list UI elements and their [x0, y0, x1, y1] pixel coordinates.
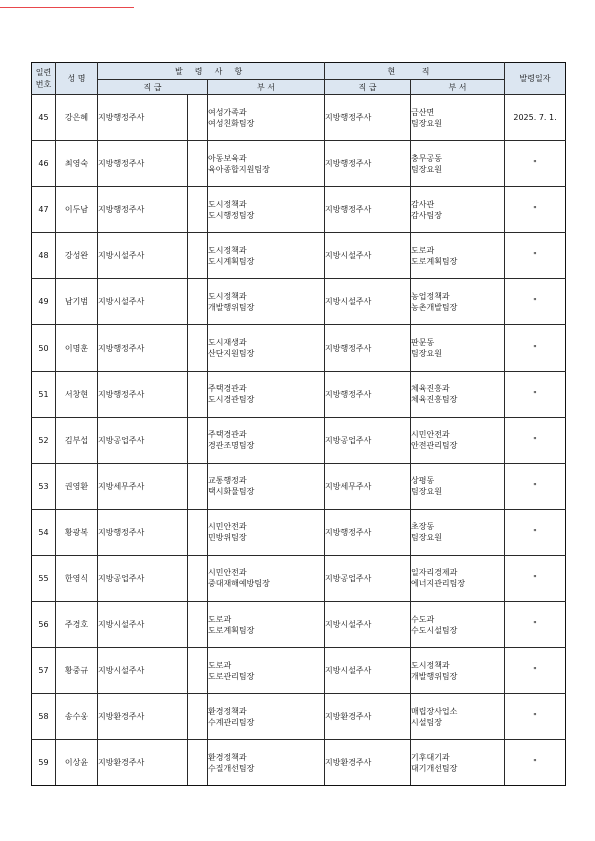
- blank-cell: [188, 555, 208, 601]
- current-rank: 지방환경주사: [325, 694, 411, 740]
- current-rank: 지방시설주사: [325, 602, 411, 648]
- current-dept: [411, 233, 505, 279]
- current-dept-line2: 대기개선팀장: [411, 763, 458, 773]
- blank-cell: [188, 279, 208, 325]
- appointment-date: ": [505, 141, 566, 187]
- new-dept: [208, 555, 325, 601]
- new-rank: 지방행정주사: [98, 509, 188, 555]
- new-dept: [208, 279, 325, 325]
- current-dept-line1: 상평동: [411, 476, 435, 486]
- current-dept-line2: 팀장요원: [411, 118, 442, 128]
- current-dept: [411, 417, 505, 463]
- current-rank: 지방행정주사: [325, 325, 411, 371]
- table-row: [32, 555, 566, 601]
- current-rank: 지방환경주사: [325, 740, 411, 786]
- new-rank: 지방행정주사: [98, 187, 188, 233]
- serial-no: 53: [32, 463, 56, 509]
- person-name: 황광복: [56, 509, 98, 555]
- header-new-rank: 직 급: [98, 80, 208, 95]
- appointment-date: ": [505, 279, 566, 325]
- blank-cell: [188, 740, 208, 786]
- new-rank: 지방공업주사: [98, 555, 188, 601]
- new-dept: [208, 602, 325, 648]
- blank-cell: [188, 95, 208, 141]
- serial-no: 52: [32, 417, 56, 463]
- new-dept-line1: 교통행정과: [208, 476, 247, 486]
- header-row: [32, 63, 566, 80]
- current-rank: 지방행정주사: [325, 187, 411, 233]
- current-dept: [411, 509, 505, 555]
- serial-no: 54: [32, 509, 56, 555]
- table-row: [32, 371, 566, 417]
- current-dept-line2: 시설팀장: [411, 717, 442, 727]
- current-dept-line1: 기후대기과: [411, 752, 450, 762]
- current-dept: [411, 279, 505, 325]
- new-dept: [208, 233, 325, 279]
- current-rank: 지방시설주사: [325, 279, 411, 325]
- new-dept-line2: 중대재해예방팀장: [208, 579, 270, 589]
- current-dept: [411, 325, 505, 371]
- table-row: [32, 602, 566, 648]
- current-rank: 지방공업주사: [325, 417, 411, 463]
- new-dept-line1: 도시재생과: [208, 338, 247, 348]
- new-dept-line1: 아동보육과: [208, 153, 247, 163]
- new-dept-line2: 개발행위팀장: [208, 302, 255, 312]
- appointment-date: ": [505, 417, 566, 463]
- current-dept-line1: 매립장사업소: [411, 706, 458, 716]
- current-dept-line1: 시민안전과: [411, 430, 450, 440]
- top-rule: [0, 7, 134, 8]
- new-dept-line1: 도시정책과: [208, 245, 247, 255]
- current-rank: 지방행정주사: [325, 95, 411, 141]
- new-dept: [208, 463, 325, 509]
- blank-cell: [188, 187, 208, 233]
- table-row: [32, 740, 566, 786]
- current-dept-line2: 체육진흥팀장: [411, 395, 458, 405]
- person-name: 한영식: [56, 555, 98, 601]
- serial-no: 47: [32, 187, 56, 233]
- new-dept-line2: 도시행정팀장: [208, 210, 255, 220]
- current-dept: [411, 694, 505, 740]
- serial-no: 58: [32, 694, 56, 740]
- table-row: [32, 694, 566, 740]
- new-dept-line2: 육아종합지원팀장: [208, 164, 270, 174]
- current-dept-line2: 팀장요원: [411, 164, 442, 174]
- new-rank: 지방행정주사: [98, 325, 188, 371]
- current-dept: [411, 463, 505, 509]
- table-row: [32, 141, 566, 187]
- table-row: [32, 233, 566, 279]
- current-dept-line1: 도시정책과: [411, 660, 450, 670]
- new-dept-line2: 민방위팀장: [208, 533, 247, 543]
- appointment-date: ": [505, 187, 566, 233]
- table-row: [32, 325, 566, 371]
- table-row: [32, 279, 566, 325]
- current-dept-line1: 충무공동: [411, 153, 442, 163]
- new-dept-line1: 주택경관과: [208, 384, 247, 394]
- current-dept-line2: 개발행위팀장: [411, 671, 458, 681]
- appointment-table: [31, 62, 566, 786]
- appointment-date: ": [505, 233, 566, 279]
- new-dept: [208, 141, 325, 187]
- header-name: 성 명: [56, 63, 98, 95]
- current-dept-line2: 안전관리팀장: [411, 441, 458, 451]
- blank-cell: [188, 648, 208, 694]
- appointment-date: ": [505, 602, 566, 648]
- blank-cell: [188, 417, 208, 463]
- current-dept: [411, 648, 505, 694]
- table-row: [32, 187, 566, 233]
- header-date: 발령일자: [505, 63, 566, 95]
- serial-no: 49: [32, 279, 56, 325]
- current-rank: 지방세무주사: [325, 463, 411, 509]
- new-rank: 지방공업주사: [98, 417, 188, 463]
- header-subrow: [32, 80, 566, 95]
- person-name: 이상윤: [56, 740, 98, 786]
- header-new-dept: 부 서: [208, 80, 325, 95]
- serial-no: 50: [32, 325, 56, 371]
- current-dept-line1: 체육진흥과: [411, 384, 450, 394]
- current-dept: [411, 740, 505, 786]
- blank-cell: [188, 694, 208, 740]
- new-dept-line2: 도로계획팀장: [208, 625, 255, 635]
- current-dept-line1: 일자리경제과: [411, 568, 458, 578]
- new-dept: [208, 325, 325, 371]
- new-dept: [208, 187, 325, 233]
- appointment-date: ": [505, 509, 566, 555]
- current-dept-line1: 감사관: [411, 199, 435, 209]
- new-dept: [208, 694, 325, 740]
- blank-cell: [188, 509, 208, 555]
- new-dept-line2: 산단지원팀장: [208, 349, 255, 359]
- serial-no: 56: [32, 602, 56, 648]
- current-dept: [411, 602, 505, 648]
- table-row: [32, 417, 566, 463]
- appointment-date: ": [505, 648, 566, 694]
- serial-no: 55: [32, 555, 56, 601]
- current-dept-line1: 초장동: [411, 522, 435, 532]
- current-rank: 지방공업주사: [325, 555, 411, 601]
- new-rank: 지방환경주사: [98, 740, 188, 786]
- header-cur-rank: 직 급: [325, 80, 411, 95]
- current-dept-line2: 팀장요원: [411, 533, 442, 543]
- appointment-date: ": [505, 694, 566, 740]
- table-row: [32, 463, 566, 509]
- new-dept-line1: 환경정책과: [208, 752, 247, 762]
- appointment-date: ": [505, 325, 566, 371]
- new-dept-line1: 도시정책과: [208, 291, 247, 301]
- serial-no: 51: [32, 371, 56, 417]
- new-dept-line1: 도로과: [208, 614, 232, 624]
- new-dept-line2: 도시경관팀장: [208, 395, 255, 405]
- new-dept-line1: 환경정책과: [208, 706, 247, 716]
- person-name: 이명훈: [56, 325, 98, 371]
- current-rank: 지방행정주사: [325, 141, 411, 187]
- new-rank: 지방시설주사: [98, 233, 188, 279]
- serial-no: 45: [32, 95, 56, 141]
- current-rank: 지방행정주사: [325, 509, 411, 555]
- new-rank: 지방행정주사: [98, 371, 188, 417]
- current-dept-line1: 수도과: [411, 614, 435, 624]
- serial-no: 48: [32, 233, 56, 279]
- header-current: 현 직: [325, 63, 505, 80]
- current-dept-line2: 수도시설팀장: [411, 625, 458, 635]
- blank-cell: [188, 371, 208, 417]
- appointment-date: ": [505, 740, 566, 786]
- new-rank: 지방세무주사: [98, 463, 188, 509]
- serial-no: 46: [32, 141, 56, 187]
- current-dept: [411, 95, 505, 141]
- current-dept: [411, 371, 505, 417]
- new-dept-line1: 시민안전과: [208, 568, 247, 578]
- serial-no: 57: [32, 648, 56, 694]
- blank-cell: [188, 325, 208, 371]
- current-dept-line1: 판문동: [411, 338, 435, 348]
- new-dept-line2: 수질개선팀장: [208, 763, 255, 773]
- blank-cell: [188, 141, 208, 187]
- appointment-date: 2025. 7. 1.: [505, 95, 566, 141]
- new-dept-line1: 여성가족과: [208, 107, 247, 117]
- new-rank: 지방시설주사: [98, 279, 188, 325]
- person-name: 송수웅: [56, 694, 98, 740]
- person-name: 강성완: [56, 233, 98, 279]
- person-name: 권영환: [56, 463, 98, 509]
- serial-no: 59: [32, 740, 56, 786]
- blank-cell: [188, 233, 208, 279]
- table-row: [32, 95, 566, 141]
- new-dept: [208, 371, 325, 417]
- table-row: [32, 648, 566, 694]
- blank-cell: [188, 602, 208, 648]
- table-row: [32, 509, 566, 555]
- new-rank: 지방환경주사: [98, 694, 188, 740]
- current-dept-line1: 농업정책과: [411, 291, 450, 301]
- person-name: 남기범: [56, 279, 98, 325]
- appointment-date: ": [505, 463, 566, 509]
- current-dept-line2: 팀장요원: [411, 349, 442, 359]
- header-serial-no: 일련 번호: [32, 63, 56, 95]
- new-dept-line2: 여성친화팀장: [208, 118, 255, 128]
- new-rank: 지방시설주사: [98, 648, 188, 694]
- person-name: 이두남: [56, 187, 98, 233]
- new-dept: [208, 417, 325, 463]
- person-name: 황중규: [56, 648, 98, 694]
- current-dept-line1: 금산면: [411, 107, 435, 117]
- person-name: 최영숙: [56, 141, 98, 187]
- current-dept-line2: 농촌개발팀장: [411, 302, 458, 312]
- new-dept: [208, 740, 325, 786]
- current-rank: 지방행정주사: [325, 371, 411, 417]
- new-rank: 지방시설주사: [98, 602, 188, 648]
- header-appointment: 발 령 사 항: [98, 63, 325, 80]
- new-dept-line2: 경관조명팀장: [208, 441, 255, 451]
- current-dept-line2: 도로계획팀장: [411, 256, 458, 266]
- new-rank: 지방행정주사: [98, 95, 188, 141]
- new-dept-line1: 도로과: [208, 660, 232, 670]
- header-cur-dept: 부 서: [411, 80, 505, 95]
- appointment-date: ": [505, 371, 566, 417]
- current-dept: [411, 187, 505, 233]
- current-dept-line2: 감사팀장: [411, 210, 442, 220]
- current-dept-line2: 에너지관리팀장: [411, 579, 466, 589]
- person-name: 김부섭: [56, 417, 98, 463]
- new-dept-line2: 도로관리팀장: [208, 671, 255, 681]
- current-rank: 지방시설주사: [325, 233, 411, 279]
- person-name: 강은혜: [56, 95, 98, 141]
- blank-cell: [188, 463, 208, 509]
- current-dept-line2: 팀장요원: [411, 487, 442, 497]
- new-dept-line1: 도시정책과: [208, 199, 247, 209]
- new-dept-line1: 시민안전과: [208, 522, 247, 532]
- new-dept: [208, 648, 325, 694]
- current-dept-line1: 도로과: [411, 245, 435, 255]
- new-dept-line2: 도시계획팀장: [208, 256, 255, 266]
- current-dept: [411, 141, 505, 187]
- new-dept: [208, 95, 325, 141]
- person-name: 서창현: [56, 371, 98, 417]
- new-rank: 지방행정주사: [98, 141, 188, 187]
- person-name: 주경호: [56, 602, 98, 648]
- current-rank: 지방시설주사: [325, 648, 411, 694]
- appointment-date: ": [505, 555, 566, 601]
- new-dept-line2: 수계관리팀장: [208, 717, 255, 727]
- new-dept-line2: 택시화물팀장: [208, 487, 255, 497]
- new-dept: [208, 509, 325, 555]
- current-dept: [411, 555, 505, 601]
- new-dept-line1: 주택경관과: [208, 430, 247, 440]
